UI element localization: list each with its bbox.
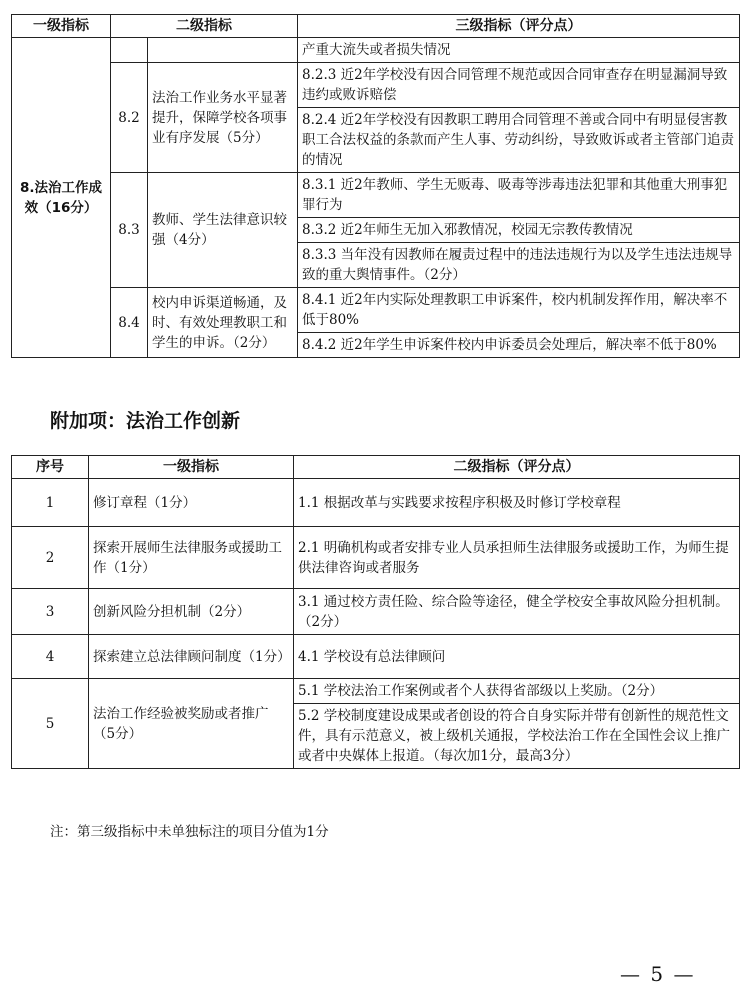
header-level1: 一级指标 bbox=[89, 456, 294, 479]
level3-item: 8.4.2 近2年学生申诉案件校内申诉委员会处理后，解决率不低于80% bbox=[298, 333, 740, 358]
row-number: 1 bbox=[12, 479, 89, 527]
level1-cell: 探索开展师生法律服务或援助工作（1分） bbox=[89, 527, 294, 589]
indicator-table bbox=[11, 14, 740, 358]
level3-item: 8.2.3 近2年学校没有因合同管理不规范或因合同审查存在明显漏洞导致违约或败诉赔偿 bbox=[298, 63, 740, 108]
level2-number: 8.3 bbox=[111, 173, 148, 288]
level3-item: 8.3.3 当年没有因教师在履责过程中的违法违规行为以及学生违法违规导致的重大舆情事件。（2分） bbox=[298, 243, 740, 288]
level2-item: 5.1 学校法治工作案例或者个人获得省部级以上奖励。（2分） bbox=[294, 679, 740, 704]
page-number: — 5 — bbox=[620, 962, 696, 986]
header-level1: 一级指标 bbox=[12, 15, 111, 38]
table-row bbox=[12, 173, 740, 218]
section-title: 附加项：法治工作创新 bbox=[50, 410, 241, 432]
table-cell: 产重大流失或者损失情况 bbox=[298, 38, 740, 63]
header-level2: 二级指标 bbox=[111, 15, 298, 38]
row-number: 4 bbox=[12, 635, 89, 679]
level1-cell: 8.法治工作成效（16分） bbox=[12, 38, 111, 358]
table-row bbox=[12, 635, 740, 679]
header-level2: 二级指标（评分点） bbox=[294, 456, 740, 479]
footnote: 注：第三级指标中未单独标注的项目分值为1分 bbox=[50, 824, 329, 840]
level2-desc: 校内申诉渠道畅通，及时、有效处理教职工和学生的申诉。（2分） bbox=[148, 288, 298, 358]
level3-item: 8.3.1 近2年教师、学生无贩毒、吸毒等涉毒违法犯罪和其他重大刑事犯罪行为 bbox=[298, 173, 740, 218]
table-row bbox=[12, 479, 740, 527]
header-number: 序号 bbox=[12, 456, 89, 479]
level2-item: 3.1 通过校方责任险、综合险等途径，健全学校安全事故风险分担机制。（2分） bbox=[294, 589, 740, 635]
row-number: 5 bbox=[12, 679, 89, 769]
level2-item: 1.1 根据改革与实践要求按程序积极及时修订学校章程 bbox=[294, 479, 740, 527]
level2-item: 2.1 明确机构或者安排专业人员承担师生法律服务或援助工作，为师生提供法律咨询或者服务 bbox=[294, 527, 740, 589]
table-row bbox=[12, 288, 740, 333]
level3-item: 8.2.4 近2年学校没有因教职工聘用合同管理不善或合同中有明显侵害教职工合法权益的条款而产生人事、劳动纠纷，导致败诉或者主管部门追责的情况 bbox=[298, 108, 740, 173]
row-number: 3 bbox=[12, 589, 89, 635]
level1-cell: 探索建立总法律顾问制度（1分） bbox=[89, 635, 294, 679]
level2-desc: 法治工作业务水平显著提升，保障学校各项事业有序发展（5分） bbox=[148, 63, 298, 173]
empty-cell bbox=[111, 38, 148, 63]
level1-cell: 修订章程（1分） bbox=[89, 479, 294, 527]
table-header-row bbox=[12, 15, 740, 38]
table-row bbox=[12, 63, 740, 108]
table-row bbox=[12, 589, 740, 635]
level3-item: 8.4.1 近2年内实际处理教职工申诉案件，校内机制发挥作用，解决率不低于80% bbox=[298, 288, 740, 333]
row-number: 2 bbox=[12, 527, 89, 589]
level2-number: 8.4 bbox=[111, 288, 148, 358]
level2-item: 5.2 学校制度建设成果或者创设的符合自身实际并带有创新性的规范性文件，具有示范意义，被上级机关通报，学校法治工作在全国性会议上推广或者中央媒体上报道。（每次加1分，最高3分） bbox=[294, 704, 740, 769]
table-row bbox=[12, 38, 740, 63]
level1-cell: 法治工作经验被奖励或者推广（5分） bbox=[89, 679, 294, 769]
table-header-row bbox=[12, 456, 740, 479]
level1-cell: 创新风险分担机制（2分） bbox=[89, 589, 294, 635]
level2-item: 4.1 学校设有总法律顾问 bbox=[294, 635, 740, 679]
table-row bbox=[12, 527, 740, 589]
level2-desc: 教师、学生法律意识较强（4分） bbox=[148, 173, 298, 288]
header-level3: 三级指标（评分点） bbox=[298, 15, 740, 38]
level3-item: 8.3.2 近2年师生无加入邪教情况，校园无宗教传教情况 bbox=[298, 218, 740, 243]
bonus-table bbox=[11, 455, 740, 769]
empty-cell bbox=[148, 38, 298, 63]
table-row bbox=[12, 679, 740, 704]
level2-number: 8.2 bbox=[111, 63, 148, 173]
